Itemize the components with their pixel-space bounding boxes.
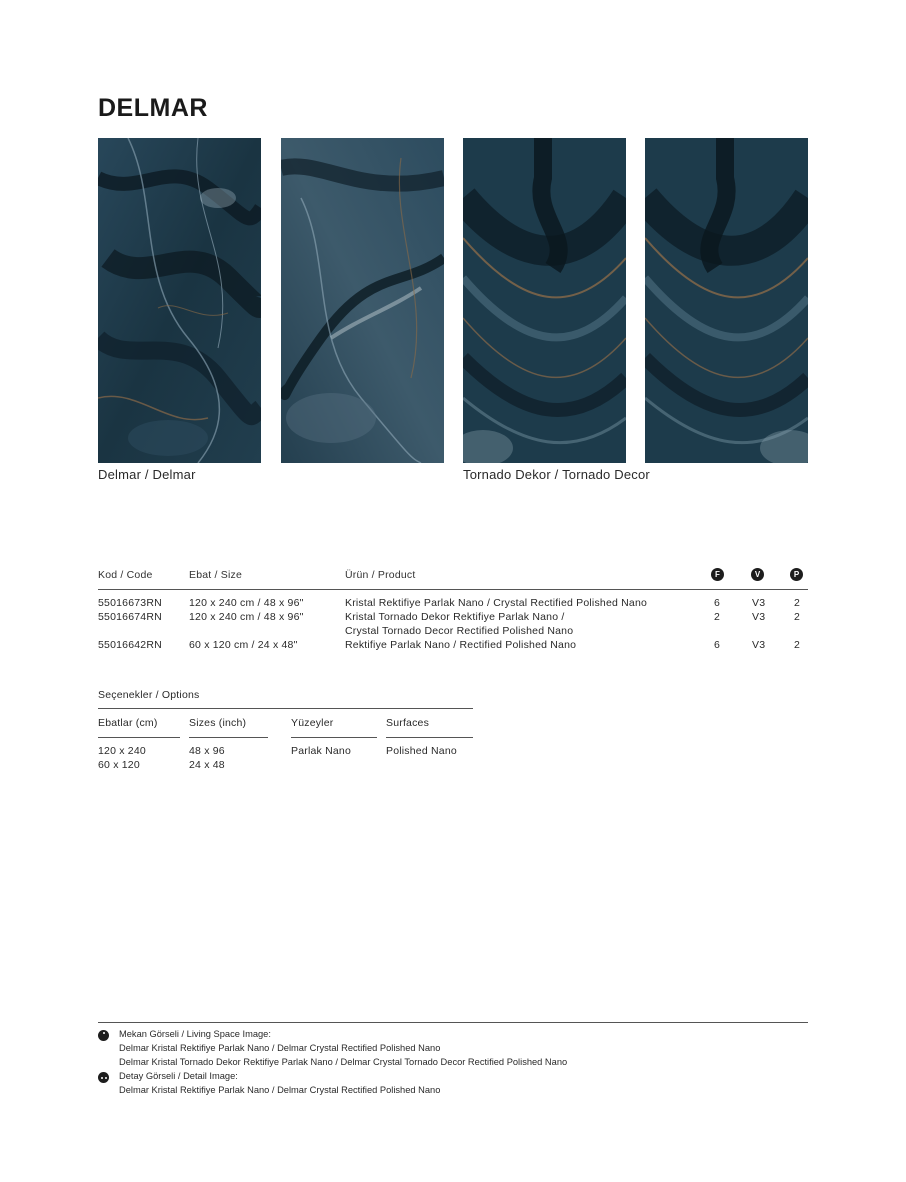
row3-v: V3 (752, 639, 766, 651)
delmar-tile-image-1 (98, 138, 261, 463)
options-header-surfaces-tr: Yüzeyler (291, 717, 334, 729)
tornado-decor-tile-image-1 (463, 138, 626, 463)
header-size: Ebat / Size (189, 569, 242, 581)
options-header-sizes-cm: Ebatlar (cm) (98, 717, 158, 729)
row1-v: V3 (752, 597, 766, 609)
row1-size: 120 x 240 cm / 48 x 96" (189, 597, 304, 609)
row2-v: V3 (752, 611, 766, 623)
page-title: DELMAR (98, 94, 208, 122)
footer-divider (98, 1022, 808, 1023)
row2-f: 2 (714, 611, 721, 623)
living-space-line-2: Delmar Kristal Tornado Dekor Rektifiye Parlak Nano / Delmar Crystal Tornado Decor Rectified Polished Nano (119, 1057, 568, 1067)
row3-f: 6 (714, 639, 721, 651)
shade-variation-icon: V (751, 568, 764, 581)
row3-product: Rektifiye Parlak Nano / Rectified Polished Nano (345, 639, 577, 651)
tornado-decor-tile-image-2 (645, 138, 808, 463)
detail-image-title: Detay Görseli / Detail Image: (119, 1071, 238, 1081)
option-surface-tr: Parlak Nano (291, 745, 351, 757)
row1-product: Kristal Rektifiye Parlak Nano / Crystal Rectified Polished Nano (345, 597, 648, 609)
options-col3-divider (291, 737, 377, 738)
packaging-icon: P (790, 568, 803, 581)
pieces-per-box-icon: F (711, 568, 724, 581)
option-size-inch-1: 48 x 96 (189, 745, 225, 757)
row1-f: 6 (714, 597, 721, 609)
caption-tornado-decor: Tornado Dekor / Tornado Decor (463, 467, 650, 482)
row1-code: 55016673RN (98, 597, 162, 609)
option-size-cm-2: 60 x 120 (98, 759, 140, 771)
row2-size: 120 x 240 cm / 48 x 96" (189, 611, 304, 623)
row1-p: 2 (794, 597, 801, 609)
living-space-title: Mekan Görseli / Living Space Image: (119, 1029, 271, 1039)
options-top-divider (98, 708, 473, 709)
table-header-divider (98, 589, 808, 590)
row2-p: 2 (794, 611, 801, 623)
caption-delmar: Delmar / Delmar (98, 467, 196, 482)
detail-image-line-1: Delmar Kristal Rektifiye Parlak Nano / Delmar Crystal Rectified Polished Nano (119, 1085, 441, 1095)
options-header-sizes-inch: Sizes (inch) (189, 717, 247, 729)
row2-product-line2: Crystal Tornado Decor Rectified Polished Nano (345, 625, 574, 637)
options-header-surfaces-en: Surfaces (386, 717, 430, 729)
options-title: Seçenekler / Options (98, 689, 200, 701)
detail-image-icon (98, 1072, 109, 1083)
row2-product: Kristal Tornado Dekor Rektifiye Parlak Nano / (345, 611, 565, 623)
row3-p: 2 (794, 639, 801, 651)
option-size-inch-2: 24 x 48 (189, 759, 225, 771)
options-col2-divider (189, 737, 268, 738)
delmar-tile-image-2 (281, 138, 444, 463)
living-space-line-1: Delmar Kristal Rektifiye Parlak Nano / Delmar Crystal Rectified Polished Nano (119, 1043, 441, 1053)
header-code: Kod / Code (98, 569, 153, 581)
header-product: Ürün / Product (345, 569, 416, 581)
options-col1-divider (98, 737, 180, 738)
options-col4-divider (386, 737, 473, 738)
row2-code: 55016674RN (98, 611, 162, 623)
living-space-icon (98, 1030, 109, 1041)
row3-size: 60 x 120 cm / 24 x 48" (189, 639, 298, 651)
option-size-cm-1: 120 x 240 (98, 745, 146, 757)
option-surface-en: Polished Nano (386, 745, 457, 757)
row3-code: 55016642RN (98, 639, 162, 651)
